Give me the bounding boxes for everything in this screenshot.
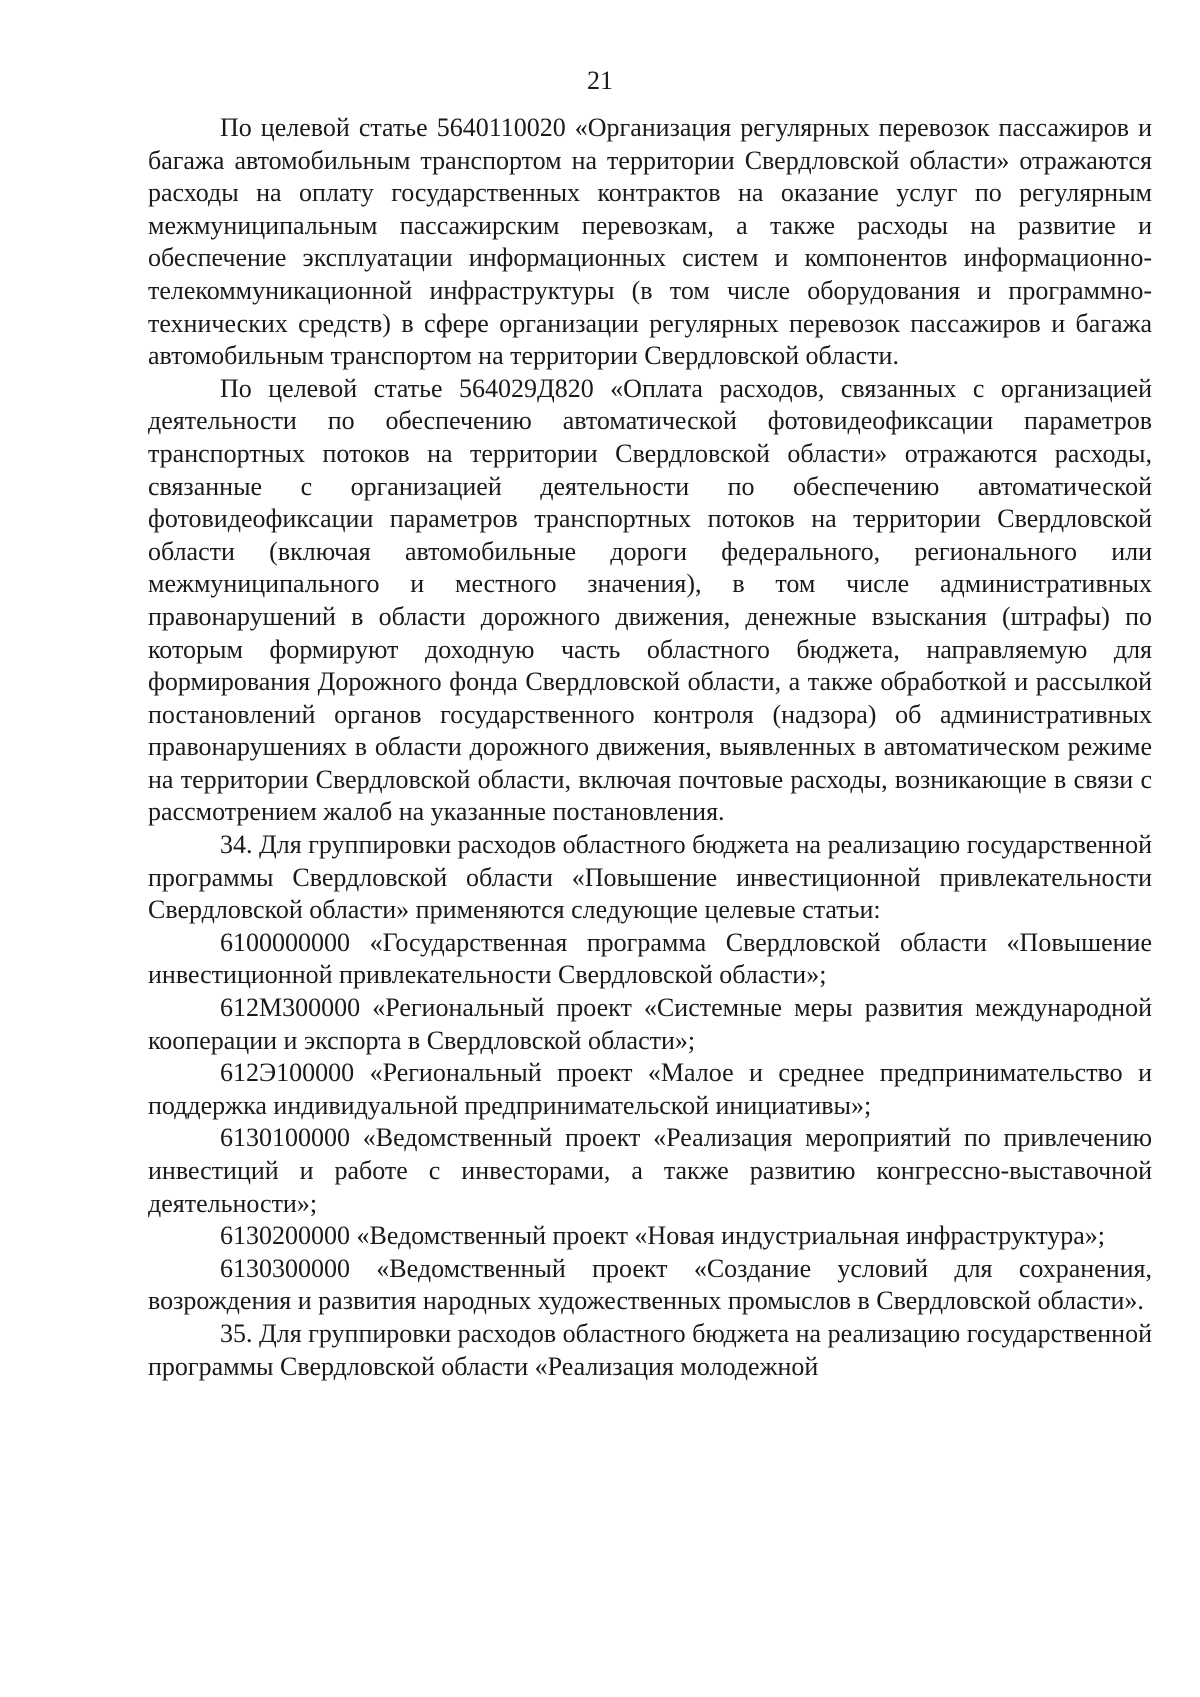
paragraph: 612Э100000 «Региональный проект «Малое и среднее предпринимательство и поддержка индивидуальной предпринимательской инициативы»; <box>148 1058 1152 1120</box>
paragraph: 6130100000 «Ведомственный проект «Реализация мероприятий по привлечению инвестиций и работе с инвесторами, а также развитию конгрессно-выставочной деятельности»; <box>148 1123 1152 1218</box>
paragraph: 35. Для группировки расходов областного бюджета на реализацию государственной программы Свердловской области «Реализация молодежной <box>148 1318 1152 1381</box>
document-body <box>148 112 1152 1383</box>
paragraph: 34. Для группировки расходов областного бюджета на реализацию государственной программы Свердловской области «Повышение инвестиционной привлекательности Свердловской области» применяются следующие целевые статьи: <box>148 830 1152 925</box>
paragraph: 6130200000 «Ведомственный проект «Новая индустриальная инфраструктура»; <box>220 1221 1106 1251</box>
paragraph: По целевой статье 5640110020 «Организация регулярных перевозок пассажиров и багажа автомобильным транспортом на территории Свердловской области» отражаются расходы на оплату государственных контрактов на оказание услуг по регулярным межмуниципальным пассажирским перевозкам, а также расходы на развитие и обеспечение эксплуатации информационных систем и компонентов информационно-телекоммуникационной инфраструктуры (в том числе оборудования и программно-технических средств) в сфере организации регулярных перевозок пассажиров и багажа автомобильным транспортом на территории Свердловской области. <box>148 113 1152 371</box>
page-number: 21 <box>587 66 613 95</box>
paragraph: 6130300000 «Ведомственный проект «Создание условий для сохранения, возрождения и развития народных художественных промыслов в Свердловской области». <box>148 1253 1152 1316</box>
paragraph: 6100000000 «Государственная программа Свердловской области «Повышение инвестиционной привлекательности Свердловской области»; <box>148 927 1152 990</box>
paragraph: По целевой статье 564029Д820 «Оплата расходов, связанных с организацией деятельности по обеспечению автоматической фотовидеофиксации параметров транспортных потоков на территории Свердловской области» отражаются расходы, связанные с организацией деятельности по обеспечению автоматической фотовидеофиксации параметров транспортных потоков на территории Свердловской области (включая автомобильные дороги федерального, регионального или межмуниципального и местного значения), в том числе административных правонарушений в области дорожного движения, денежные взыскания (штрафы) по которым формируют доходную часть областного бюджета, направляемую для формирования Дорожного фонда Свердловской области, а также обработкой и рассылкой постановлений органов государственного контроля (надзора) об административных правонарушениях в области дорожного движения, выявленных в автоматическом режиме на территории Свердловской области, включая почтовые расходы, возникающие в связи с рассмотрением жалоб на указанные постановления. <box>148 373 1152 827</box>
paragraph: 612М300000 «Региональный проект «Системные меры развития международной кооперации и экспорта в Свердловской области»; <box>148 993 1152 1055</box>
